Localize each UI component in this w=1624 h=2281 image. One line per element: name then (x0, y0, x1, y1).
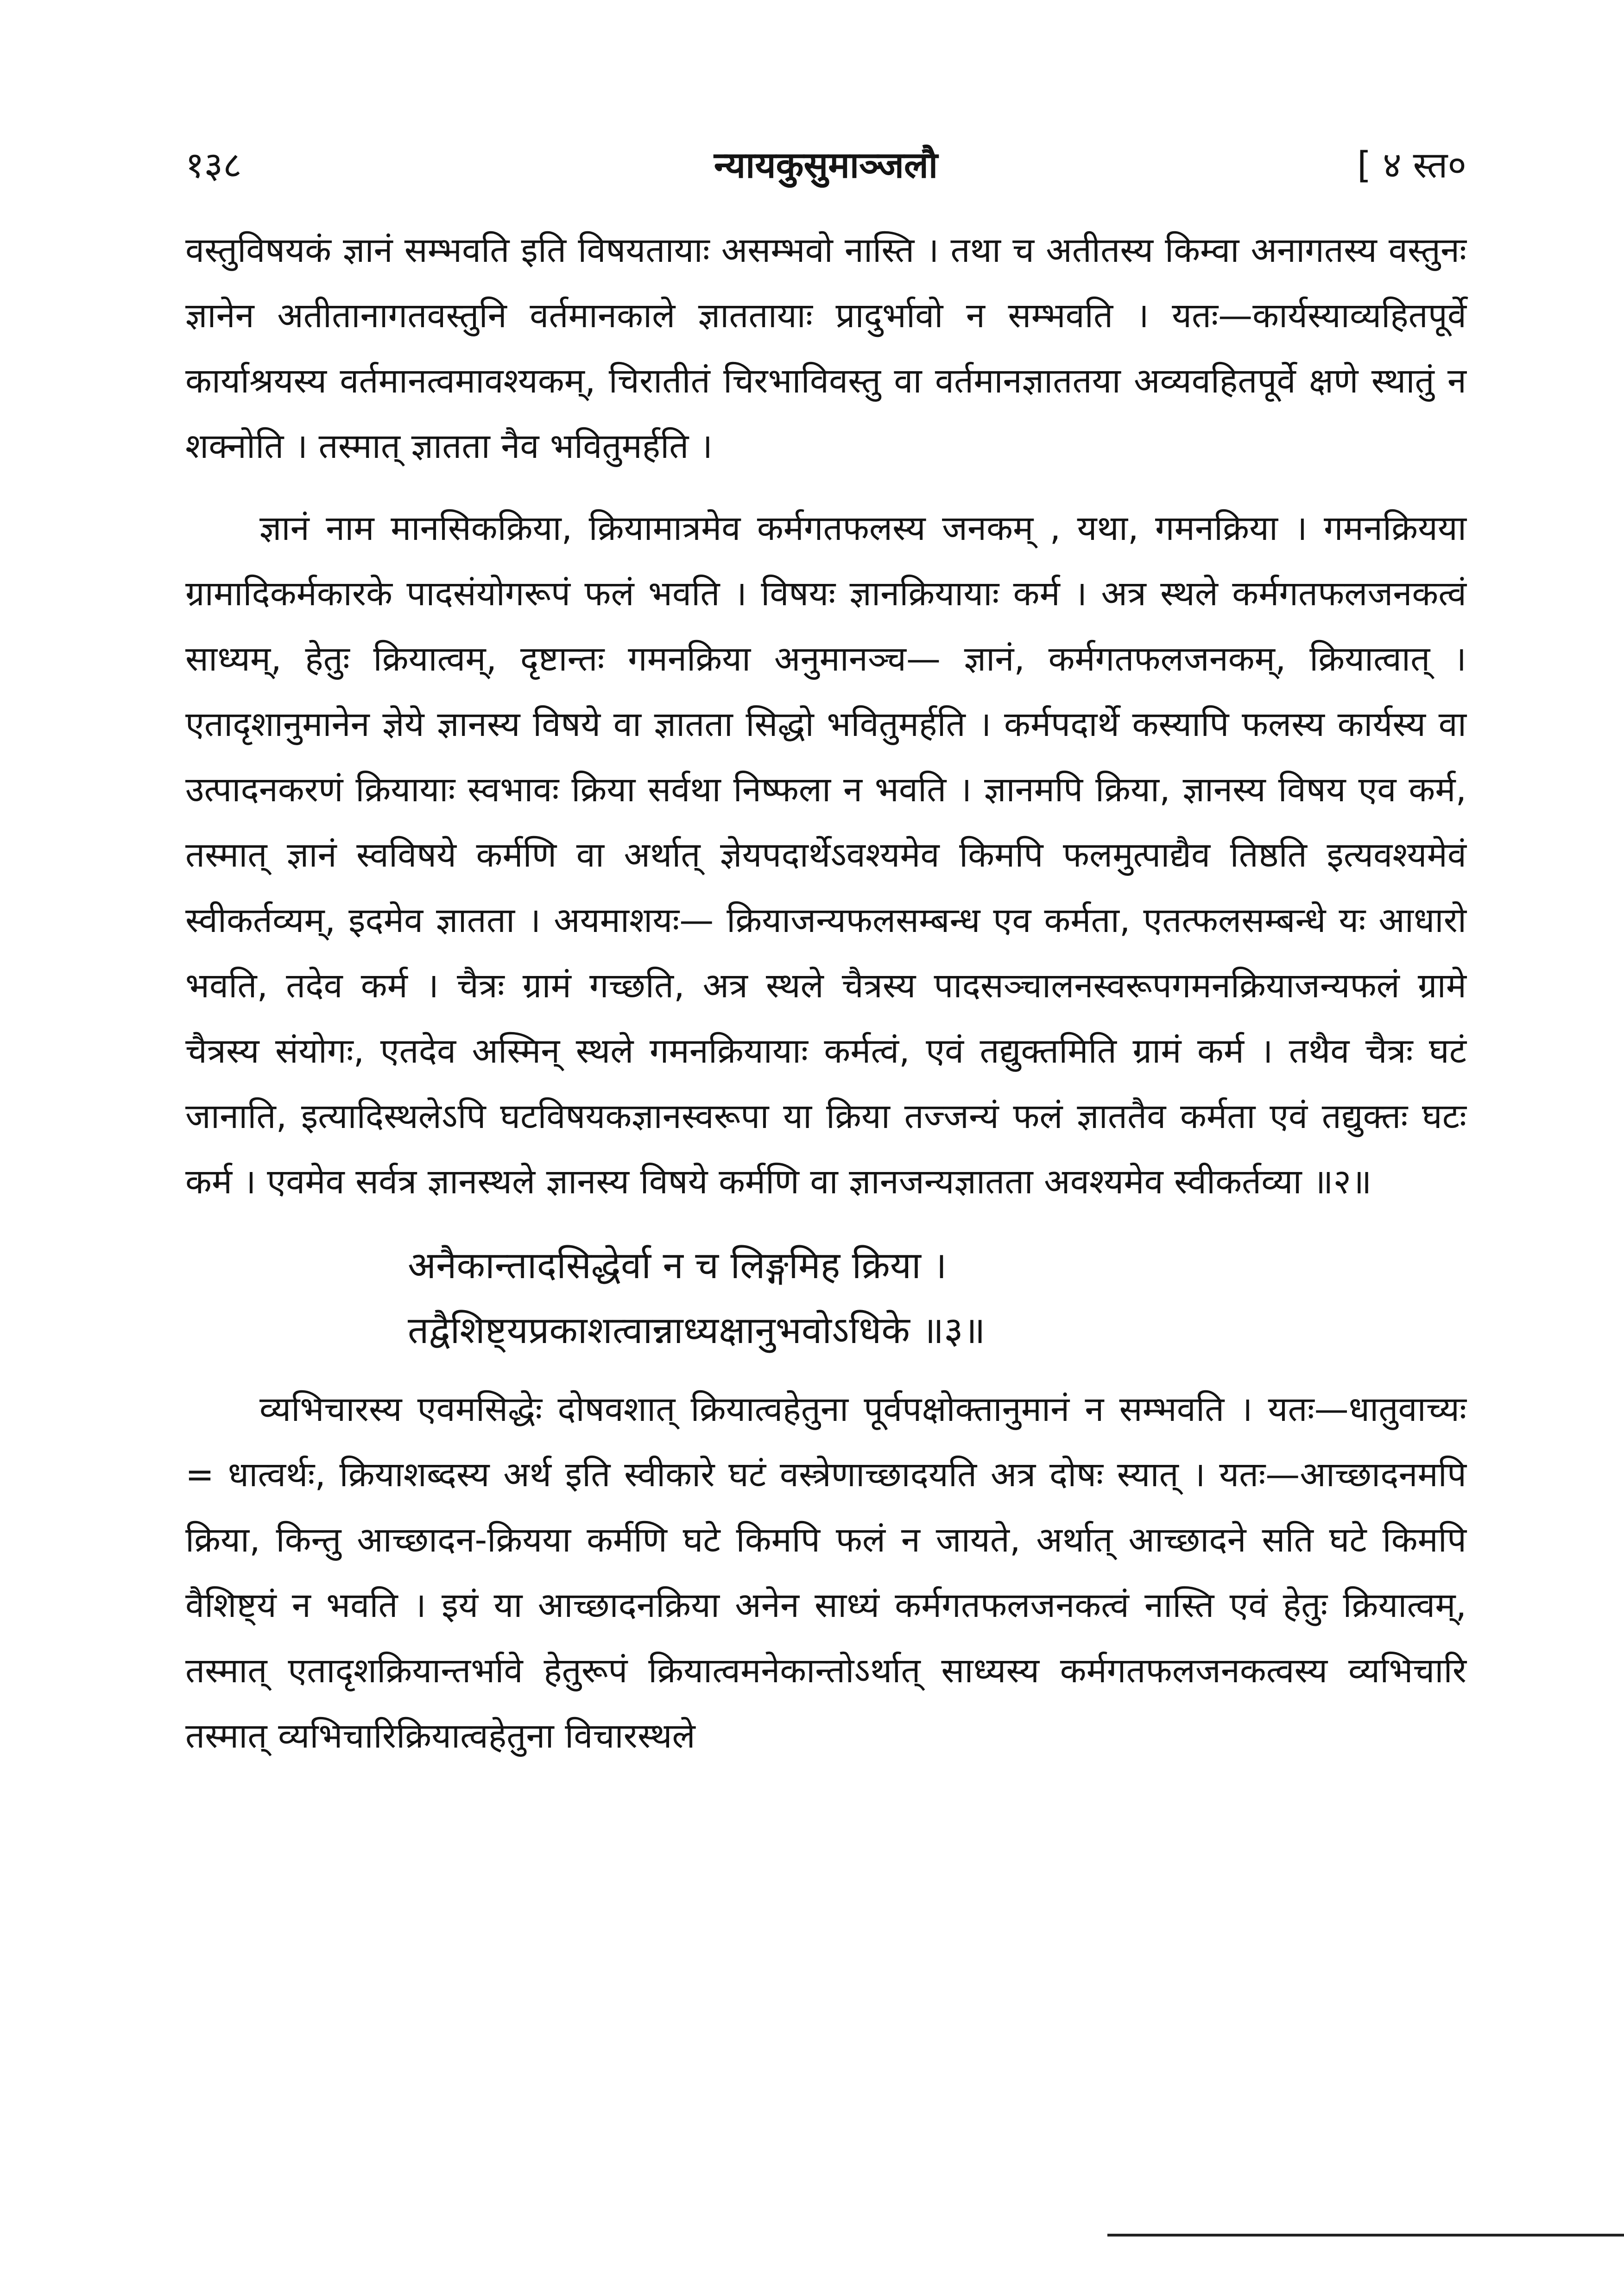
verse-line-1: अनैकान्तादसिद्धेर्वा न च लिङ्गमिह क्रिया । (408, 1244, 947, 1287)
paragraph-1: वस्तुविषयकं ज्ञानं सम्भवति इति विषयतायाः असम्भवो नास्ति । तथा च अतीतस्य किम्वा अनागतस्य वस्तुनः ज्ञानेन अतीतानागतवस्तुनि वर्तमानकाले ज्ञाततायाः प्रादुर्भावो न सम्भवति । यतः—कार्यस्याव्यहितपूर्वे कार्याश्रयस्य वर्तमानत्वमावश्यकम्, चिरातीतं चिरभाविवस्तु वा वर्तमानज्ञाततया अव्यवहितपूर्वे क्षणे स्थातुं न शक्नोति । तस्मात् ज्ञातता नैव भवितुमर्हति । (185, 230, 1466, 466)
verse-line-2: तद्वैशिष्ट्यप्रकाशत्वान्नाध्यक्षानुभवोऽधिके ॥३॥ (408, 1309, 986, 1352)
paragraph-2: ज्ञानं नाम मानसिकक्रिया, क्रियामात्रमेव कर्मगतफलस्य जनकम् , यथा, गमनक्रिया । गमनक्रियया ग्रामादिकर्मकारके पादसंयोगरूपं फलं भवति । विषयः ज्ञानक्रियायाः कर्म । अत्र स्थले कर्मगतफलजनकत्वं साध्यम्, हेतुः क्रियात्वम्, दृष्टान्तः गमनक्रिया अनुमानञ्च— ज्ञानं, कर्मगतफलजनकम्, क्रियात्वात् । एतादृशानुमानेन ज्ञेये ज्ञानस्य विषये वा ज्ञातता सिद्धो भवितुमर्हति । कर्मपदार्थे कस्यापि फलस्य कार्यस्य वा उत्पादनकरणं क्रियायाः स्वभावः क्रिया सर्वथा निष्फला न भवति । ज्ञानमपि क्रिया, ज्ञानस्य विषय एव कर्म, तस्मात् ज्ञानं स्वविषये कर्मणि वा अर्थात् ज्ञेयपदार्थेऽवश्यमेव किमपि फलमुत्पाद्यैव तिष्ठति इत्यवश्यमेवं स्वीकर्तव्यम्, इदमेव ज्ञातता । अयमाशयः— क्रियाजन्यफलसम्बन्ध एव कर्मता, एतत्फलसम्बन्धे यः आधारो भवति, तदेव कर्म । चैत्रः ग्रामं गच्छति, अत्र स्थले चैत्रस्य पादसञ्चालनस्वरूपगमनक्रियाजन्यफलं ग्रामे चैत्रस्य संयोगः, एतदेव अस्मिन् स्थले गमनक्रियायाः कर्मत्वं, एवं तद्युक्तमिति ग्रामं कर्म । तथैव चैत्रः घटं जानाति, इत्यादिस्थलेऽपि घटविषयकज्ञानस्वरूपा या क्रिया तज्जन्यं फलं ज्ञाततैव कर्मता एवं तद्युक्तः घटः कर्म । एवमेव सर्वत्र ज्ञानस्थले ज्ञानस्य विषये कर्मणि वा ज्ञानजन्यज्ञातता अवश्यमेव स्वीकर्तव्या ॥२॥ (185, 508, 1466, 1202)
verse-block (185, 1233, 1466, 1363)
footer-rule (1107, 2234, 1624, 2237)
running-title: न्यायकुसुमाञ्जलौ (714, 145, 938, 186)
page-body (185, 218, 1466, 1769)
page-header (185, 139, 1466, 204)
commentary-paragraph: व्यभिचारस्य एवमसिद्धेः दोषवशात् क्रियात्वहेतुना पूर्वपक्षोक्तानुमानं न सम्भवति । यतः—धातुवाच्यः = धात्वर्थः, क्रियाशब्दस्य अर्थ इति स्वीकारे घटं वस्त्रेणाच्छादयति अत्र दोषः स्यात् । यतः—आच्छादनमपि क्रिया, किन्तु आच्छादन-क्रियया कर्मणि घटे किमपि फलं न जायते, अर्थात् आच्छादने सति घटे किमपि वैशिष्ट्यं न भवति । इयं या आच्छादनक्रिया अनेन साध्यं कर्मगतफलजनकत्वं नास्ति एवं हेतुः क्रियात्वम्, तस्मात् एतादृशक्रियान्तर्भावे हेतुरूपं क्रियात्वमनेकान्तोऽर्थात् साध्यस्य कर्मगतफलजनकत्वस्य व्यभिचारि तस्मात् व्यभिचारिक्रियात्वहेतुना विचारस्थले (185, 1389, 1466, 1756)
section-marker: [ ४ स्त० (1357, 145, 1466, 186)
page-number: १३८ (185, 145, 242, 186)
